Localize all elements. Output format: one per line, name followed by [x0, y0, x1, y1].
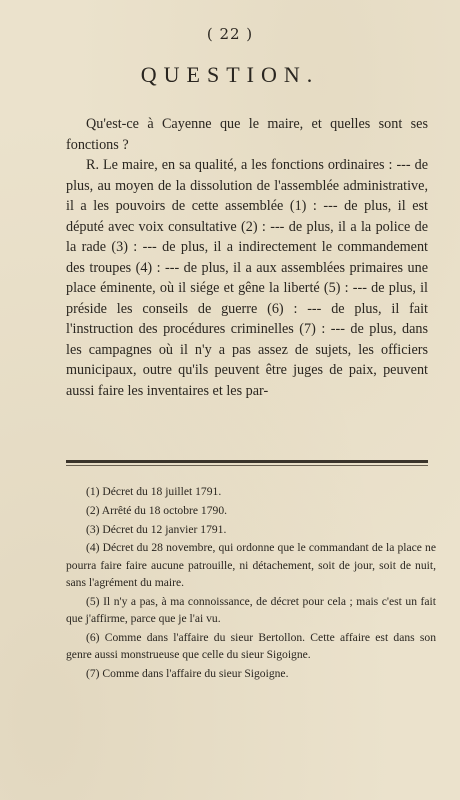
footnote-5: (5) Il n'y a pas, à ma connoissance, de décret pour cela ; mais c'est un fait que j'affirme, parce que je l'ai vu. — [66, 594, 436, 626]
main-text — [66, 114, 428, 401]
footnote-6: (6) Comme dans l'affaire du sieur Bertollon. Cette affaire est dans son genre aussi monstrueuse que celle du sieur Sigoigne. — [66, 630, 436, 662]
answer-paragraph: R. Le maire, en sa qualité, a les fonctions ordinaires : --- de plus, au moyen de la dissolution de l'assemblée administrative, il a les pouvoirs de cette assemblée (1) : --- de plus, il est député avec voix consultative (2) : --- de plus, il a la police de la rade (3) : --- de plus, il a indirectement le commandement des troupes (4) : --- de plus, il a aux assemblées primaires une place éminente, où il siége et gêne la liberté (5) : --- de plus, il préside les conseils de guerre (6) : --- de plus, il fait l'instruction des procédures criminelles (7) : --- de plus, dans les campagnes où il n'y a pas assez de sujets, les officiers municipaux, outre qu'ils peuvent être juges de paix, peuvent aussi faire les inventaires et les par- — [66, 157, 428, 399]
footnote-divider-thin — [66, 465, 428, 466]
footnote-3: (3) Décret du 12 janvier 1791. — [86, 522, 227, 536]
footnote-divider — [66, 460, 428, 463]
footnote-4: (4) Décret du 28 novembre, qui ordonne que le commandant de la place ne pourra faire faire aucune patrouille, ni détachement, soit de jour, soit de nuit, sans l'agrément du maire. — [66, 541, 436, 589]
question-paragraph: Qu'est-ce à Cayenne que le maire, et quelles sont ses fonctions ? — [66, 116, 428, 153]
footnote-1: (1) Décret du 18 juillet 1791. — [86, 485, 222, 498]
section-heading: QUESTION. — [140, 62, 320, 87]
footnote-7: (7) Comme dans l'affaire du sieur Sigoigne. — [86, 666, 289, 680]
footnote-2: (2) Arrêté du 18 octobre 1790. — [86, 503, 228, 517]
page-number: ( 22 ) — [206, 25, 254, 43]
footnotes — [66, 483, 436, 684]
